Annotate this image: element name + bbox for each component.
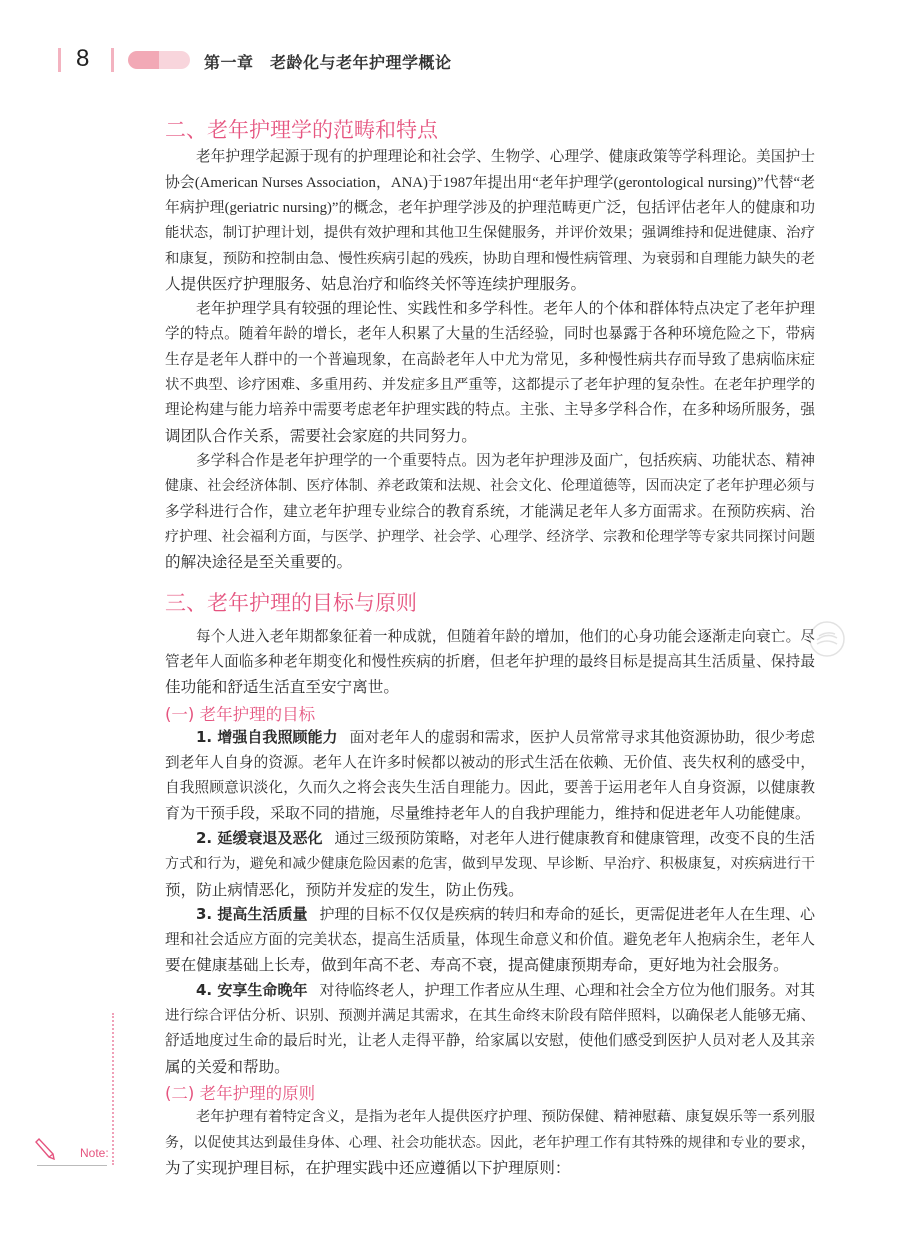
paragraph xyxy=(165,449,815,575)
chapter-title: 第一章 老龄化与老年护理学概论 xyxy=(204,53,452,72)
item-text: 护理的目标不仅仅是疾病的转归和寿命的延长，更需促进老年人在生理、心 xyxy=(319,906,816,923)
paragraph xyxy=(165,827,815,903)
text-line xyxy=(165,827,815,852)
text-line: 方式和行为，避免和减少健康危险因素的危害，做到早发现、早诊断、早治疗、积极康复，对疾病进行干 xyxy=(165,857,815,873)
header-bar-right xyxy=(111,48,114,72)
text-line: 人提供医疗护理服务、姑息治疗和临终关怀等连续护理服务。 xyxy=(165,275,587,293)
text-line: 理论构建与能力培养中需要考虑老年护理实践的特点。主张、主导多学科合作，在多种场所服务，强 xyxy=(165,402,815,419)
text-line: 和康复，预防和控制由急、慢性疾病引起的残疾，协助自理和慢性病管理、为衰弱和自理能力缺失的老 xyxy=(165,250,815,267)
paragraph xyxy=(165,297,815,449)
text-line: 要在健康基础上长寿，做到年高不老、寿高不衰，提高健康预期寿命，更好地为社会服务。 xyxy=(165,957,789,975)
paragraph xyxy=(165,903,815,979)
section-heading: 三、老年护理的目标与原则 xyxy=(165,591,417,616)
text-line xyxy=(165,726,815,751)
paragraph xyxy=(165,625,815,701)
text-line: 理和社会适应方面的完美状态，提高生活质量，体现生命意义和价值。避免老年人抱病余生，老年人 xyxy=(165,932,815,949)
text-line: 佳功能和舒适生活直至安宁离世。 xyxy=(165,679,399,697)
text-line: 的解决途径是至关重要的。 xyxy=(165,554,353,572)
item-lead-title: 2. 延缓衰退及恶化 xyxy=(196,829,323,847)
text-line: 自我照顾意识淡化，久而久之将会丧失生活自理能力。因此，要善于运用老年人自身资源，以健康教 xyxy=(165,780,815,797)
subsection-heading: (一) 老年护理的目标 xyxy=(165,704,316,724)
text-line: 属的关爱和帮助。 xyxy=(165,1058,290,1076)
text-line: 老年护理有着特定含义，是指为老年人提供医疗护理、预防保健、精神慰藉、康复娱乐等一系列服 xyxy=(196,1109,815,1126)
text-line: 生存是老年人群中的一个普遍现象，在高龄老年人中尤为常见，多种慢性病共存而导致了患病临床症 xyxy=(165,351,815,368)
pill-dark-segment xyxy=(128,51,159,69)
text-line: 育为干预手段，采取不同的措施，尽量维持老年人的自我护理能力，维持和促进老年人功能健康。 xyxy=(165,805,811,822)
text-line: 调团队合作关系，需要社会家庭的共同努力。 xyxy=(165,427,477,445)
margin-dotted-line xyxy=(112,1013,114,1165)
paragraph xyxy=(165,1105,815,1181)
text-line: 多学科进行合作，建立老年护理专业综合的教育系统，才能满足老年人多方面需求。在预防疾病、治 xyxy=(165,503,815,520)
section-heading: 二、老年护理学的范畴和特点 xyxy=(165,118,438,142)
text-line: 健康、社会经济体制、医疗体制、养老政策和法规、社会文化、伦理道德等，因而决定了老年护理必须与 xyxy=(165,479,815,495)
text-line: 能状态，制订护理计划，提供有效护理和其他卫生保健服务，并评价效果；强调维持和促进健康、治疗 xyxy=(165,225,815,242)
text-line: 管老年人面临多种老年期变化和慢性疾病的折磨，但老年护理的最终目标是提高其生活质量、保持最 xyxy=(165,653,815,670)
text-line: 务，以促使其达到最佳身体、心理、社会功能状态。因此，老年护理工作有其特殊的规律和专业的要求， xyxy=(165,1135,815,1151)
page-number: 8 xyxy=(76,45,90,72)
text-line: 状不典型、诊疗困难、多重用药、并发症多且严重等，这都提示了老年护理的复杂性。在老年护理学的 xyxy=(165,377,815,394)
text-line: 协会(American Nurses Association，ANA)于1987年提出用“老年护理学(gerontological nursing)”代替“老 xyxy=(165,174,815,191)
text-line xyxy=(165,903,815,928)
header-pill-decoration xyxy=(128,51,190,69)
text-line xyxy=(165,979,815,1004)
pencil-icon xyxy=(34,1138,56,1160)
text-line: 每个人进入老年期都象征着一种成就，但随着年龄的增加，他们的心身功能会逐渐走向衰亡。尽 xyxy=(196,628,815,645)
header-bar-left xyxy=(58,48,61,72)
pill-light-segment xyxy=(159,51,190,69)
item-text: 通过三级预防策略，对老年人进行健康教育和健康管理，改变不良的生活 xyxy=(334,831,816,847)
item-text: 面对老年人的虚弱和需求，医护人员常常寻求其他资源协助，很少考虑 xyxy=(349,729,815,746)
text-line: 多学科合作是老年护理学的一个重要特点。因为老年护理涉及面广，包括疾病、功能状态、精神 xyxy=(196,452,815,469)
text-line: 年病护理(geriatric nursing)”的概念，老年护理学涉及的护理范畴更广泛，包括评估老年人的健康和功 xyxy=(165,199,815,216)
subsection-heading: (二) 老年护理的原则 xyxy=(165,1083,316,1103)
item-lead-title: 3. 提高生活质量 xyxy=(196,904,308,923)
text-line: 学的特点。随着年龄的增长，老年人积累了大量的生活经验，同时也暴露于各种环境危险之下，带病 xyxy=(165,326,815,343)
paragraph xyxy=(165,145,815,297)
text-line: 老年护理学具有较强的理论性、实践性和多学科性。老年人的个体和群体特点决定了老年护理 xyxy=(196,301,815,318)
text-line: 舒适地度过生命的最后时光，让老人走得平静，给家属以安慰，使他们感受到医护人员对老人及其亲 xyxy=(165,1033,815,1050)
text-line: 进行综合评估分析、识别、预测并满足其需求，在其生命终末阶段有陪伴照料，以确保老人能够无痛、 xyxy=(165,1008,815,1025)
paragraph xyxy=(165,726,815,827)
note-label: Note: xyxy=(80,1146,109,1160)
text-line: 预，防止病情恶化，预防并发症的发生，防止伤残。 xyxy=(165,881,524,899)
text-line: 为了实现护理目标，在护理实践中还应遵循以下护理原则： xyxy=(165,1159,571,1177)
item-text: 对待临终老人，护理工作者应从生理、心理和社会全方位为他们服务。对其 xyxy=(319,982,816,999)
text-line: 到老年人自身的资源。老年人在许多时候都以被动的形式生活在依赖、无价值、丧失权利的感受中， xyxy=(165,755,815,772)
item-lead-title: 1. 增强自我照顾能力 xyxy=(196,727,338,746)
item-lead-title: 4. 安享生命晚年 xyxy=(196,980,308,999)
note-underline xyxy=(37,1165,107,1166)
page-content xyxy=(165,112,815,1181)
text-line: 疗护理、社会福利方面，与医学、护理学、社会学、心理学、经济学、宗教和伦理学等专家共同探讨问题 xyxy=(165,529,815,545)
text-line: 老年护理学起源于现有的护理理论和社会学、生物学、心理学、健康政策等学科理论。美国护士 xyxy=(196,149,815,166)
paragraph xyxy=(165,979,815,1080)
